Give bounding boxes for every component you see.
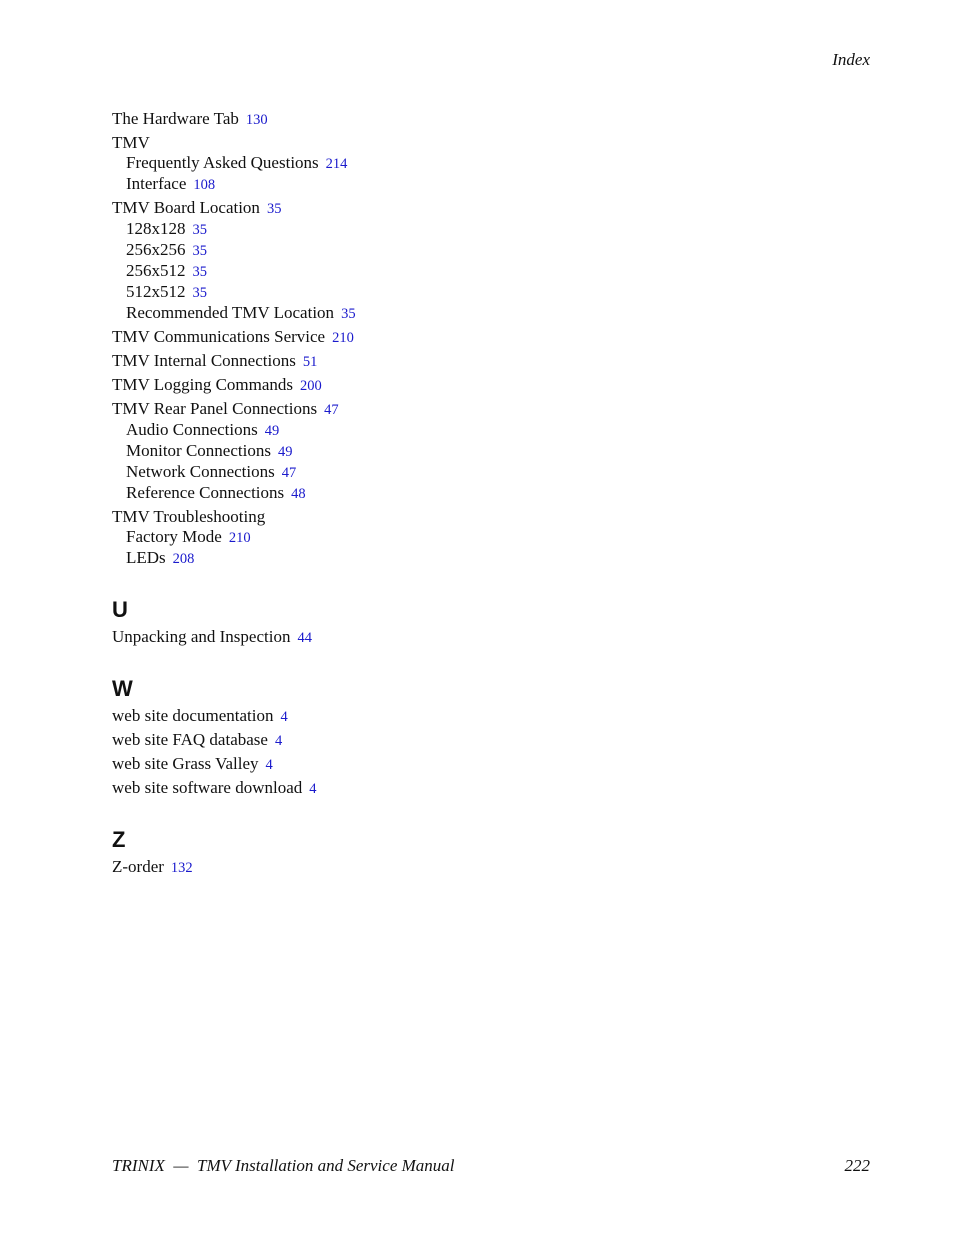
section-letter-u: U xyxy=(112,597,128,622)
page-link[interactable]: 108 xyxy=(193,177,216,193)
index-entry xyxy=(112,198,812,219)
index-subentry xyxy=(112,174,812,195)
index-group-t xyxy=(112,109,812,569)
entry-label: TMV Board Location xyxy=(112,198,260,217)
index-subentry xyxy=(112,303,812,324)
entry-label: Factory Mode xyxy=(126,527,222,546)
index-subentry xyxy=(112,462,812,483)
page-link[interactable]: 44 xyxy=(297,630,312,646)
entry-label: 256x256 xyxy=(126,240,186,259)
index-entry xyxy=(112,627,812,648)
index-subentry xyxy=(112,548,812,569)
page-link[interactable]: 210 xyxy=(228,530,251,546)
page-link[interactable]: 35 xyxy=(192,222,207,238)
entry-label: Audio Connections xyxy=(126,420,258,439)
entry-label: 128x128 xyxy=(126,219,186,238)
page-link[interactable]: 47 xyxy=(281,465,297,481)
index-subentry xyxy=(112,483,812,504)
index-entry xyxy=(112,109,812,130)
entry-label: LEDs xyxy=(126,548,166,567)
footer-manual-title: TMV Installation and Service Manual xyxy=(197,1156,455,1175)
entry-label: TMV Logging Commands xyxy=(112,375,294,394)
entry-label: 256x512 xyxy=(126,261,186,280)
entry-label: Recommended TMV Location xyxy=(126,303,335,322)
entry-label: web site FAQ database xyxy=(112,730,268,749)
page-link[interactable]: 210 xyxy=(332,330,354,346)
index-entry xyxy=(112,133,812,153)
entry-label: TMV Troubleshooting xyxy=(112,507,266,526)
entry-label: web site documentation xyxy=(112,706,274,725)
footer-title xyxy=(112,1156,455,1176)
index-group-w xyxy=(112,706,812,799)
index-entry xyxy=(112,507,812,527)
index-subentry xyxy=(112,219,812,240)
entry-label: TMV Internal Connections xyxy=(112,351,296,370)
index-subentry xyxy=(112,240,812,261)
entry-label: The Hardware Tab xyxy=(112,109,239,128)
index-entry xyxy=(112,327,812,348)
page-link[interactable]: 35 xyxy=(192,243,207,259)
page-link[interactable]: 49 xyxy=(277,444,293,460)
page-link[interactable]: 4 xyxy=(309,781,317,797)
running-header: Index xyxy=(832,50,870,69)
footer-product: TRINIX xyxy=(112,1156,165,1175)
index-entry xyxy=(112,778,812,799)
entry-label: Reference Connections xyxy=(126,483,285,502)
entry-label: TMV Communications Service xyxy=(112,327,326,346)
index-group-u xyxy=(112,627,812,648)
page-link[interactable]: 4 xyxy=(265,757,273,773)
page-link[interactable]: 35 xyxy=(341,306,356,322)
entry-label: Z-order xyxy=(112,857,164,876)
section-letter-z: Z xyxy=(112,827,126,852)
page-link[interactable]: 214 xyxy=(325,156,348,172)
index-subentry xyxy=(112,441,812,462)
index-entry xyxy=(112,857,812,878)
page-link[interactable]: 47 xyxy=(324,402,339,418)
page-link[interactable]: 35 xyxy=(192,264,207,280)
index-entry xyxy=(112,351,812,372)
page-link[interactable]: 4 xyxy=(280,709,288,725)
index-group-z xyxy=(112,857,812,878)
page-link[interactable]: 130 xyxy=(245,112,268,128)
index-subentry xyxy=(112,282,812,303)
index-entry xyxy=(112,399,812,420)
page-link[interactable]: 35 xyxy=(266,201,282,217)
page-link[interactable]: 200 xyxy=(300,378,322,394)
footer-separator: — xyxy=(173,1156,189,1175)
entry-label: Network Connections xyxy=(126,462,275,481)
page-link[interactable]: 51 xyxy=(302,354,318,370)
entry-label: Unpacking and Inspection xyxy=(112,627,291,646)
entry-label: Interface xyxy=(126,174,187,193)
page-link[interactable]: 49 xyxy=(264,423,280,439)
index-entry xyxy=(112,754,812,775)
entry-label: web site software download xyxy=(112,778,303,797)
index-subentry xyxy=(112,527,812,548)
entry-label: Frequently Asked Questions xyxy=(126,153,319,172)
index-entry xyxy=(112,375,812,396)
page-link[interactable]: 132 xyxy=(170,860,193,876)
entry-label: TMV Rear Panel Connections xyxy=(112,399,318,418)
index-entry xyxy=(112,730,812,751)
index-subentry xyxy=(112,153,812,174)
entry-label: 512x512 xyxy=(126,282,186,301)
section-letter-w: W xyxy=(112,676,133,701)
page-link[interactable]: 48 xyxy=(291,486,306,502)
entry-label: TMV xyxy=(112,133,150,152)
page-link[interactable]: 35 xyxy=(192,285,207,301)
page-link[interactable]: 208 xyxy=(172,551,195,567)
page-number: 222 xyxy=(844,1156,870,1175)
entry-label: web site Grass Valley xyxy=(112,754,259,773)
entry-label: Monitor Connections xyxy=(126,441,271,460)
index-body xyxy=(112,106,812,878)
page-link[interactable]: 4 xyxy=(274,733,283,749)
index-entry xyxy=(112,706,812,727)
index-subentry xyxy=(112,420,812,441)
index-subentry xyxy=(112,261,812,282)
